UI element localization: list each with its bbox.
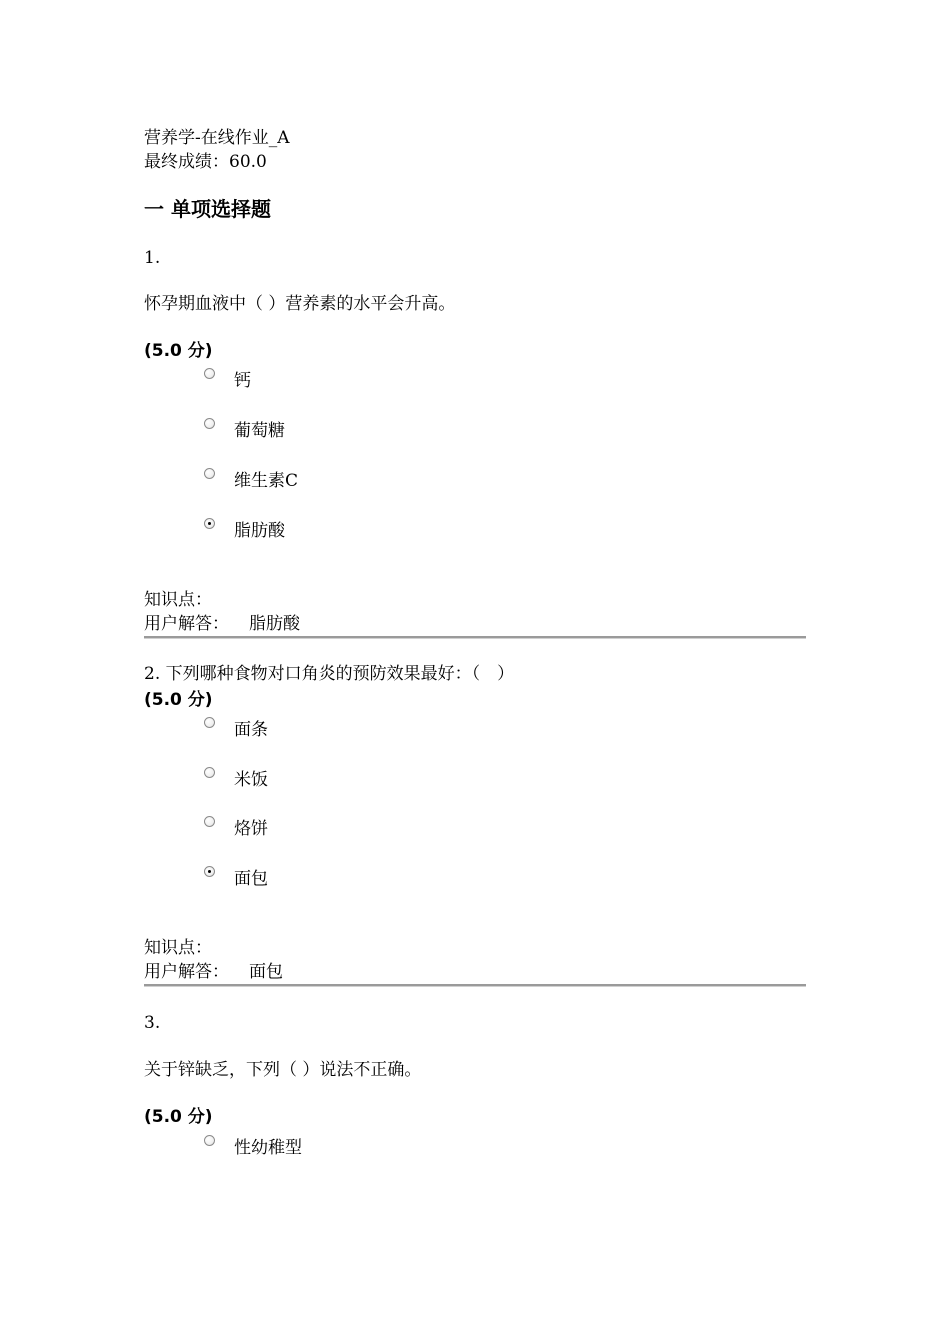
question-2-option-4-radio[interactable] bbox=[204, 866, 215, 877]
question-1-score: (5.0 分) bbox=[144, 341, 213, 361]
page-title: 营养学-在线作业_A bbox=[144, 128, 290, 148]
question-2-knowledge-label: 知识点： bbox=[144, 938, 212, 958]
question-1-option-2-radio[interactable] bbox=[204, 418, 215, 429]
question-3-score: (5.0 分) bbox=[144, 1107, 213, 1127]
question-2-option-2-label: 米饭 bbox=[234, 770, 268, 790]
question-2-option-1-label: 面条 bbox=[234, 720, 268, 740]
question-3-option-1-label: 性幼稚型 bbox=[234, 1138, 302, 1158]
question-1-number: 1. bbox=[144, 248, 161, 268]
question-1-option-4-label: 脂肪酸 bbox=[234, 521, 285, 541]
question-1-knowledge-label: 知识点： bbox=[144, 590, 212, 610]
question-2-option-1-radio[interactable] bbox=[204, 717, 215, 728]
question-2-answer: 面包 bbox=[249, 962, 283, 982]
question-1-answer-label: 用户解答： bbox=[144, 614, 229, 634]
question-1-option-3-radio[interactable] bbox=[204, 468, 215, 479]
question-3-number: 3. bbox=[144, 1013, 161, 1033]
question-1-option-2-label: 葡萄糖 bbox=[234, 421, 285, 441]
question-3-option-1-radio[interactable] bbox=[204, 1135, 215, 1146]
question-3-text: 关于锌缺乏，下列（ ）说法不正确。 bbox=[144, 1060, 422, 1080]
question-2-answer-label: 用户解答： bbox=[144, 962, 229, 982]
question-2-divider bbox=[144, 984, 806, 987]
question-1-option-4-radio[interactable] bbox=[204, 518, 215, 529]
question-2-option-2-radio[interactable] bbox=[204, 767, 215, 778]
section-title: 一 单项选择题 bbox=[144, 197, 271, 221]
question-2-score: (5.0 分) bbox=[144, 690, 213, 710]
question-2-text: 2. 下列哪种食物对口角炎的预防效果最好：（ ） bbox=[144, 664, 515, 684]
question-1-answer: 脂肪酸 bbox=[249, 614, 300, 634]
question-1-option-1-radio[interactable] bbox=[204, 368, 215, 379]
question-1-option-3-label: 维生素C bbox=[234, 471, 299, 491]
question-1-divider bbox=[144, 636, 806, 639]
question-2-option-3-radio[interactable] bbox=[204, 816, 215, 827]
question-2-option-4-label: 面包 bbox=[234, 869, 268, 889]
question-1-text: 怀孕期血液中（ ）营养素的水平会升高。 bbox=[144, 294, 456, 314]
question-1-option-1-label: 钙 bbox=[234, 371, 251, 391]
final-score: 最终成绩：60.0 bbox=[144, 152, 267, 172]
question-2-option-3-label: 烙饼 bbox=[234, 819, 268, 839]
